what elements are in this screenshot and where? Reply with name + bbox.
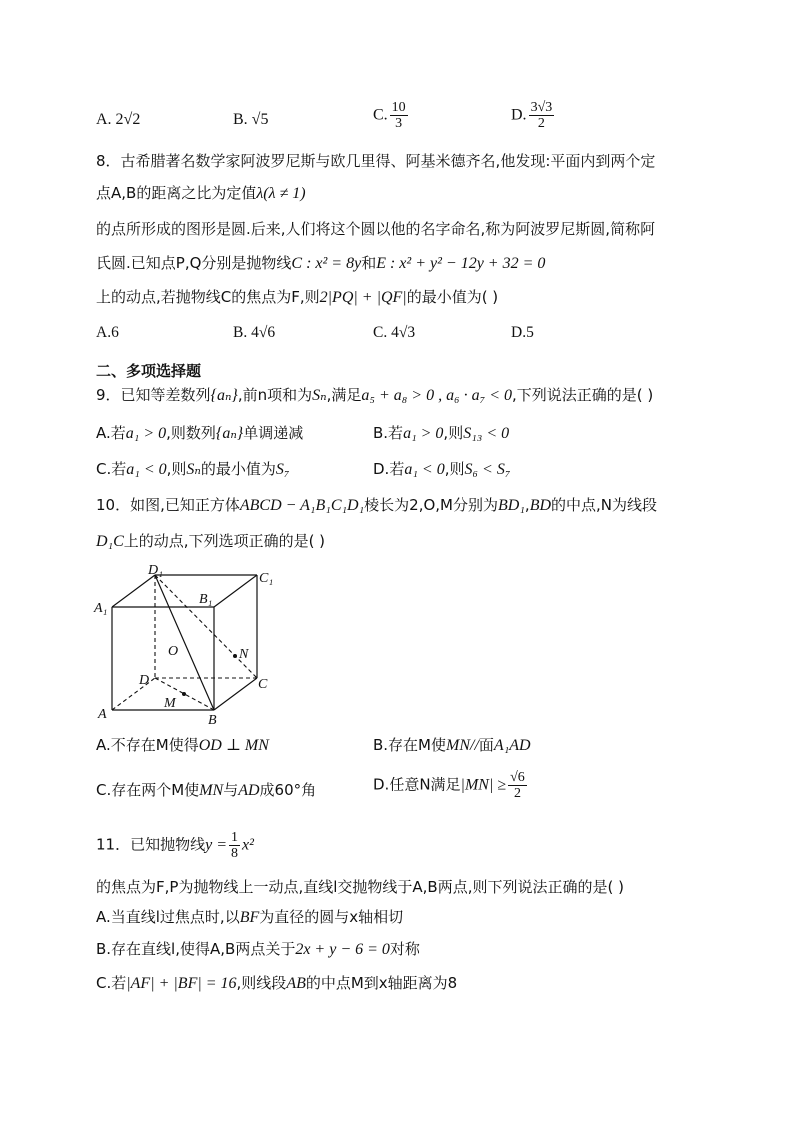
q10-stem-line-2-text: 上的动点,下列选项正确的是( ) xyxy=(123,532,326,550)
q11-option-c xyxy=(96,972,457,995)
option-math: a₁ < 0 xyxy=(404,461,445,478)
q7-option-c-fraction xyxy=(390,100,408,131)
q8-and-text: 和 xyxy=(361,254,377,272)
option-math: AD xyxy=(238,782,260,799)
edge-b-c xyxy=(214,678,257,710)
edge-a1-d1 xyxy=(112,575,155,607)
label-a: A xyxy=(98,707,107,722)
option-math: Sₙ xyxy=(186,461,201,478)
q8-circle-math: E : x² + y² − 12y + 32 = 0 xyxy=(376,255,546,272)
option-math: MN// xyxy=(446,737,479,754)
label-b1: B₁ xyxy=(199,592,213,607)
q10-segment-math-2: BD xyxy=(529,497,552,514)
option-math: OD ⊥ MN xyxy=(198,737,269,754)
q11-function-math: y = xyxy=(205,836,227,854)
label-a1: A₁ xyxy=(94,601,108,616)
option-text: 为直径的圆与x轴相切 xyxy=(259,908,404,926)
option-text: C.若 xyxy=(96,974,127,992)
option-text: 与 xyxy=(223,781,239,799)
q11-stem xyxy=(96,830,254,861)
q10-stem xyxy=(96,494,657,517)
fraction-numerator: 1 xyxy=(231,830,238,845)
q10-stem-text-2: 棱长为2,O,M分别为 xyxy=(364,496,499,514)
q11-stem-line-2: 的焦点为F,P为抛物线上一动点,直线l交抛物线于A,B两点,则下列说法正确的是( ) xyxy=(96,878,624,896)
q10-option-c xyxy=(96,779,316,802)
option-math: S₆ < S₇ xyxy=(464,461,511,478)
option-text: A.若 xyxy=(96,424,126,442)
q8-line-1: 8．古希腊著名数学家阿波罗尼斯与欧几里得、阿基米德齐名,他发现:平面内到两个定 xyxy=(96,152,656,170)
q9-sequence-math: {aₙ} xyxy=(210,387,238,404)
q8-option-d: D.5 xyxy=(511,324,534,341)
q10-option-a xyxy=(96,734,269,757)
q10-stem-text: 10．如图,已知正方体 xyxy=(96,496,240,514)
label-o: O xyxy=(168,644,179,659)
label-d: D xyxy=(139,673,150,688)
q10-option-d-fraction xyxy=(508,770,527,801)
q9-stem xyxy=(96,384,653,407)
q9-stem-text-2: ,前n项和为 xyxy=(237,386,313,404)
option-math: S₁₃ < 0 xyxy=(463,425,510,442)
label-d1: D₁ xyxy=(148,563,163,578)
q7-option-b-text: B. √5 xyxy=(233,111,269,128)
q8-line-4 xyxy=(96,252,545,275)
q9-stem-end: ,下列说法正确的是( ) xyxy=(512,386,654,404)
option-text: C.若 xyxy=(96,460,127,478)
q7-option-b xyxy=(233,108,268,131)
q8-line-2 xyxy=(96,182,306,205)
q8-line-4-text: 氏圆.已知点P,Q分别是抛物线 xyxy=(96,254,292,272)
q10-option-d xyxy=(373,770,529,801)
q9-option-c xyxy=(96,458,289,481)
option-text: 对称 xyxy=(389,940,420,958)
option-text: 的最小值为 xyxy=(200,460,276,478)
q11-option-a xyxy=(96,906,403,929)
label-c1: C₁ xyxy=(259,571,274,586)
q7-option-d-label: D. xyxy=(511,106,527,124)
q9-condition-math: a₅ + a₈ > 0 , a₆ · a₇ < 0 xyxy=(361,387,513,404)
q10-comma: , xyxy=(524,496,530,514)
option-math: a₁ > 0 xyxy=(403,425,444,442)
option-text: ,则数列 xyxy=(166,424,216,442)
q8-option-c: C. 4√3 xyxy=(373,324,416,341)
q11-option-b xyxy=(96,938,420,961)
q8-expression-math: 2|PQ| + |QF| xyxy=(319,289,407,306)
q8-line-5-text: 上的动点,若抛物线C的焦点为F,则 xyxy=(96,288,320,306)
q11-x-squared: x² xyxy=(242,836,254,854)
q7-option-c-label: C. xyxy=(373,106,388,124)
q10-cube-math: ABCD − A₁B₁C₁D₁ xyxy=(239,497,365,514)
fraction-denominator: 8 xyxy=(231,846,238,861)
label-n: N xyxy=(239,647,249,662)
q9-stem-text: 9．已知等差数列 xyxy=(96,386,211,404)
option-text: D.任意N满足 xyxy=(373,775,461,794)
option-text: 的中点M到x轴距离为8 xyxy=(305,974,458,992)
option-math: MN xyxy=(199,782,224,799)
option-text: B.存在M使 xyxy=(373,736,447,754)
option-text: B.若 xyxy=(373,424,404,442)
fraction-denominator: 2 xyxy=(513,786,521,801)
option-math: a₁ > 0 xyxy=(125,425,167,442)
option-math: AB xyxy=(286,975,306,992)
q8-line-2-text: 点A,B的距离之比为定值 xyxy=(96,184,257,202)
option-text: 面 xyxy=(478,736,494,754)
q7-option-d xyxy=(511,100,556,131)
q8-option-a: A.6 xyxy=(96,324,119,341)
q8-ratio-math: λ(λ ≠ 1) xyxy=(256,185,306,202)
edge-b1-c1 xyxy=(214,575,257,607)
option-text: ,则线段 xyxy=(236,974,287,992)
q9-option-d xyxy=(373,458,510,481)
option-math: A₁AD xyxy=(493,737,531,754)
q10-segment-math-3: D₁C xyxy=(96,533,124,550)
section-heading: 二、多项选择题 xyxy=(96,362,202,380)
q8-line-5-end: 的最小值为( ) xyxy=(406,288,499,306)
q7-option-a xyxy=(96,108,140,131)
q10-stem-line-2 xyxy=(96,530,325,553)
option-text: 成60°角 xyxy=(259,781,317,799)
option-math: {aₙ} xyxy=(215,425,244,442)
diagonal-d1-c-hidden xyxy=(155,575,257,678)
option-text: A.当直线l过焦点时,以 xyxy=(96,908,240,926)
cube-figure xyxy=(92,560,282,728)
point-n xyxy=(233,654,237,658)
q9-sum-math: Sₙ xyxy=(312,387,327,404)
label-b: B xyxy=(208,713,217,728)
option-text: B.存在直线l,使得A,B两点关于 xyxy=(96,940,296,958)
label-c: C xyxy=(258,677,268,692)
option-math: BF xyxy=(239,909,260,926)
option-text: ,则 xyxy=(444,460,465,478)
q11-stem-text: 11．已知抛物线 xyxy=(96,835,206,854)
label-m: M xyxy=(164,696,176,711)
q8-option-b: B. 4√6 xyxy=(233,324,276,341)
fraction-numerator: √6 xyxy=(510,770,525,785)
fraction-numerator: 10 xyxy=(391,100,406,115)
fraction-denominator: 2 xyxy=(537,116,545,131)
q9-option-b xyxy=(373,422,509,445)
option-math: 2x + y − 6 = 0 xyxy=(295,941,390,958)
option-math: |MN| ≥ xyxy=(460,776,507,794)
fraction-numerator: 3√3 xyxy=(530,100,553,115)
option-text: ,则 xyxy=(443,424,464,442)
option-text: A.不存在M使得 xyxy=(96,736,199,754)
option-text: D.若 xyxy=(373,460,405,478)
q7-option-a-text: A. 2√2 xyxy=(96,111,141,128)
option-text: C.存在两个M使 xyxy=(96,781,200,799)
q9-stem-text-3: ,满足 xyxy=(326,386,362,404)
q7-option-d-fraction xyxy=(529,100,555,131)
option-text: 单调递减 xyxy=(243,424,304,442)
q8-parabola-math: C : x² = 8y xyxy=(291,255,362,272)
option-math: a₁ < 0 xyxy=(126,461,167,478)
q11-fraction xyxy=(229,830,240,861)
q8-line-5 xyxy=(96,286,498,309)
q8-line-3: 的点所形成的图形是圆.后来,人们将这个圆以他的名字命名,称为阿波罗尼斯圆,简称阿 xyxy=(96,220,656,238)
q9-option-a xyxy=(96,422,303,445)
option-text: ,则 xyxy=(166,460,187,478)
q7-option-c xyxy=(373,100,410,131)
point-m xyxy=(182,692,186,696)
q10-option-b xyxy=(373,734,531,757)
q10-segment-math: BD₁ xyxy=(498,497,525,514)
fraction-denominator: 3 xyxy=(395,116,403,131)
q10-stem-end: 的中点,N为线段 xyxy=(551,496,658,514)
option-math: |AF| + |BF| = 16 xyxy=(126,975,237,992)
option-math: S₇ xyxy=(275,461,290,478)
